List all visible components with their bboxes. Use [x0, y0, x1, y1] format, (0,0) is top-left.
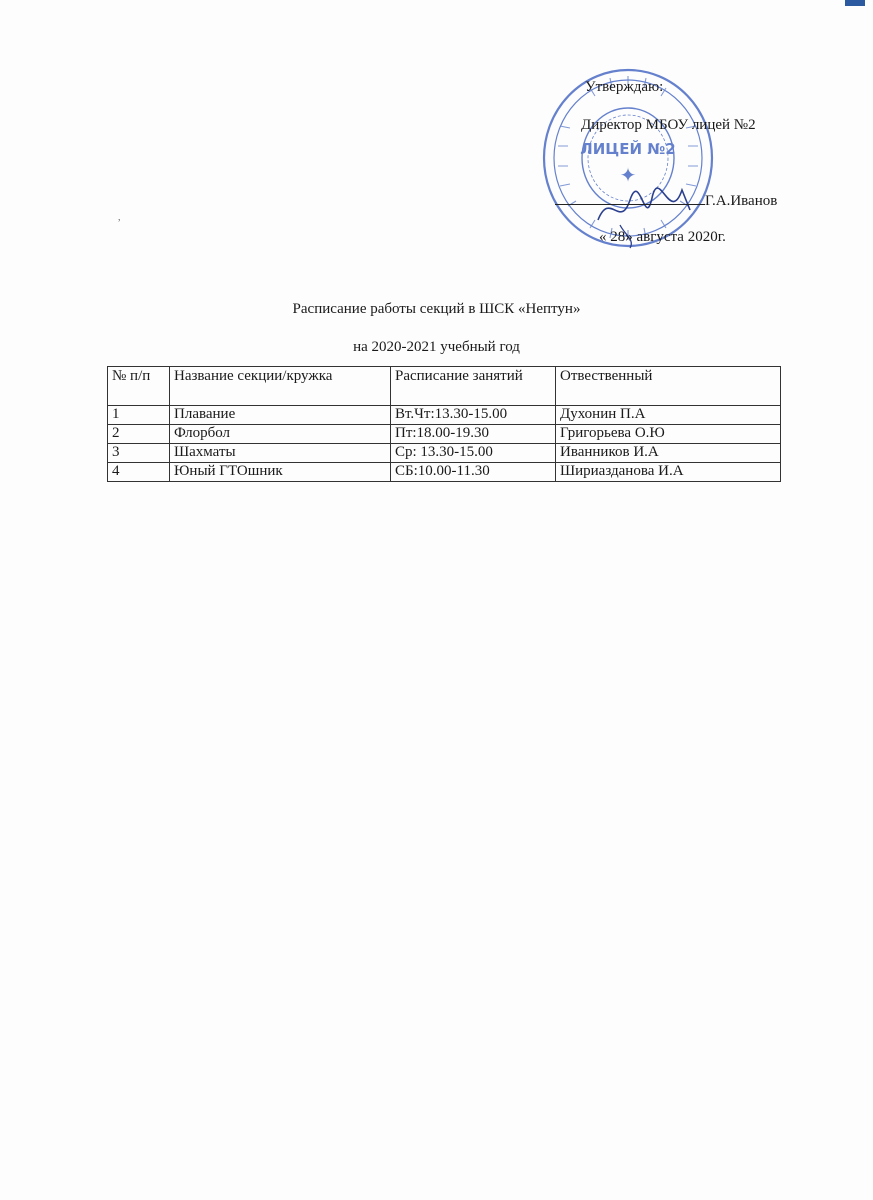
- approved-label: Утверждаю:: [585, 79, 664, 95]
- stamp-number-glyph: ✦: [619, 163, 637, 187]
- table-header-row: [108, 367, 781, 406]
- signature-underline: [555, 192, 705, 205]
- stray-mark: ,: [118, 212, 121, 223]
- schedule-table: [107, 366, 781, 482]
- header-section-name: Название секции/кружка: [170, 367, 391, 406]
- schedule-time: Вт.Чт:13.30-15.00: [391, 406, 556, 425]
- document-subtitle: на 2020-2021 учебный год: [353, 339, 520, 355]
- table-row: [108, 425, 781, 444]
- row-number: 2: [108, 425, 170, 444]
- header-number: № п/п: [108, 367, 170, 406]
- section-name: Плавание: [170, 406, 391, 425]
- document-title: Расписание работы секций в ШСК «Нептун»: [292, 301, 581, 317]
- responsible-person: Григорьева О.Ю: [556, 425, 781, 444]
- section-name: Юный ГТОшник: [170, 463, 391, 482]
- schedule-time: СБ:10.00-11.30: [391, 463, 556, 482]
- table-row: [108, 444, 781, 463]
- row-number: 4: [108, 463, 170, 482]
- director-line: Директор МБОУ лицей №2: [581, 117, 756, 133]
- table-row: [108, 463, 781, 482]
- schedule-time: Ср: 13.30-15.00: [391, 444, 556, 463]
- signature-name: Г.А.Иванов: [705, 193, 778, 209]
- row-number: 1: [108, 406, 170, 425]
- stamp-text: ЛИЦЕЙ №2: [580, 140, 676, 158]
- header-responsible: Отвественный: [556, 367, 781, 406]
- table-row: [108, 406, 781, 425]
- section-name: Флорбол: [170, 425, 391, 444]
- signature-line: [555, 192, 777, 210]
- row-number: 3: [108, 444, 170, 463]
- header-schedule: Расписание занятий: [391, 367, 556, 406]
- responsible-person: Шириазданова И.А: [556, 463, 781, 482]
- approval-date: « 28» августа 2020г.: [599, 229, 726, 245]
- section-name: Шахматы: [170, 444, 391, 463]
- responsible-person: Духонин П.А: [556, 406, 781, 425]
- responsible-person: Иванников И.А: [556, 444, 781, 463]
- schedule-time: Пт:18.00-19.30: [391, 425, 556, 444]
- corner-mark: [845, 0, 865, 6]
